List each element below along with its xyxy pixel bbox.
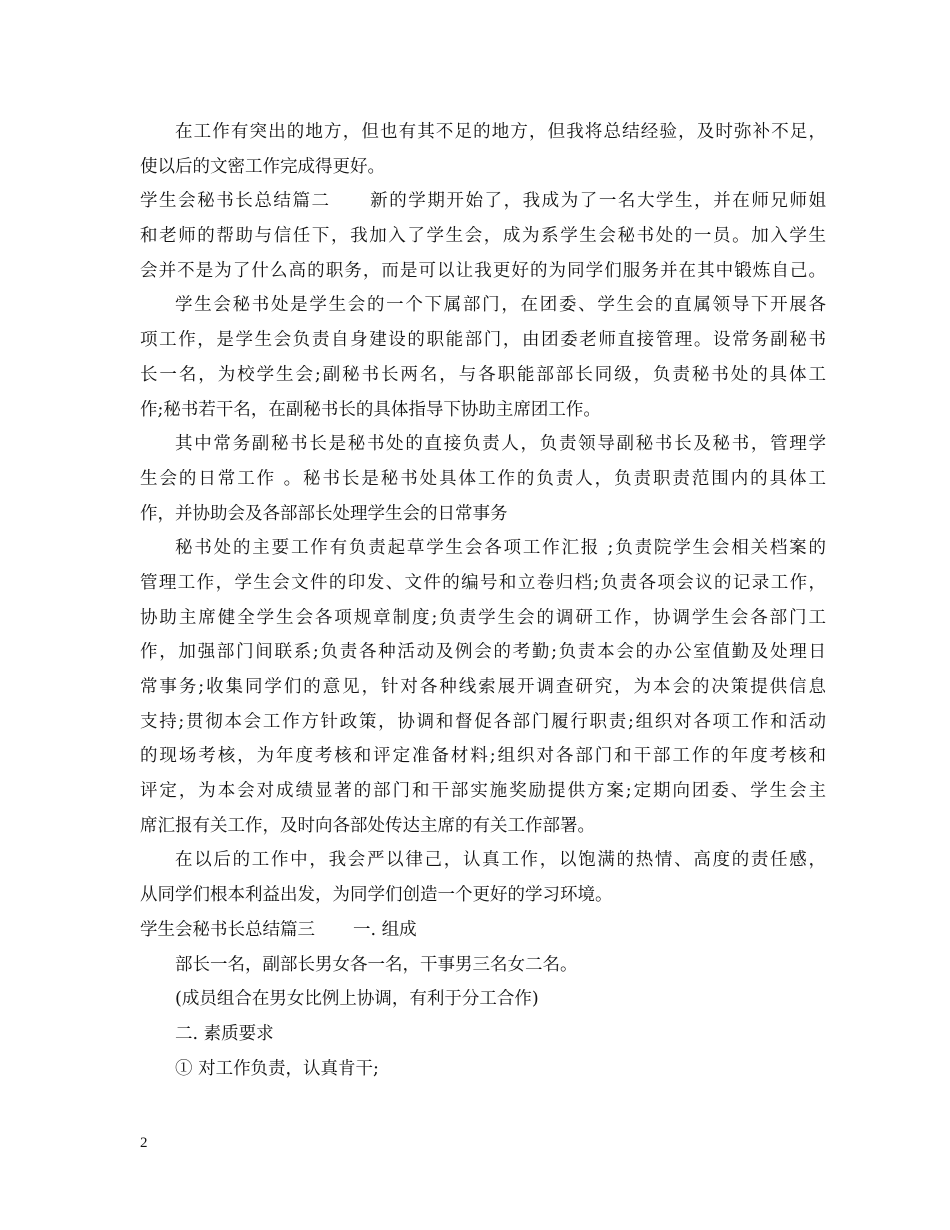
- text-line: 从同学们根本利益出发，为同学们创造一个更好的学习环境。: [140, 885, 613, 906]
- text-line: 在以后的工作中，我会严以律己，认真工作，以饱满的热情、高度的责任感，: [175, 850, 826, 871]
- text-line: 评定，为本会对成绩显著的部门和干部实施奖励提供方案;定期向团委、学生会主: [140, 781, 826, 802]
- text-line: 管理工作，学生会文件的印发、文件的编号和立卷归档;负责各项会议的记录工作，: [140, 572, 826, 593]
- text-line: 使以后的文密工作完成得更好。: [140, 156, 385, 177]
- text-line: 的现场考核，为年度考核和评定准备材料;组织对各部门和干部工作的年度考核和: [140, 746, 826, 767]
- text-line: 作，加强部门间联系;负责各种活动及例会的考勤;负责本会的办公室值勤及处理日: [140, 642, 826, 663]
- section-text: 新的学期开始了，我成为了一名大学生，并在师兄师姐: [368, 191, 826, 212]
- text-line: 协助主席健全学生会各项规章制度;负责学生会的调研工作，协调学生会各部门工: [140, 607, 826, 628]
- text-line: (成员组合在男女比例上协调，有利于分工合作): [175, 989, 539, 1010]
- text-line: 作;秘书若干名，在副秘书长的具体指导下协助主席团工作。: [140, 399, 601, 420]
- text-line: 席汇报有关工作，及时向各部处传达主席的有关工作部署。: [140, 815, 595, 836]
- text-line: 会并不是为了什么高的职务，而是可以让我更好的为同学们服务并在其中锻炼自己。: [140, 260, 826, 281]
- text-line: 学生会秘书处是学生会的一个下属部门，在团委、学生会的直属领导下开展各: [175, 295, 826, 316]
- section-line: [140, 184, 826, 219]
- section-heading: 学生会秘书长总结篇二: [140, 191, 331, 212]
- text-line: ① 对工作负责，认真肯干;: [175, 1058, 379, 1079]
- text-line: 常事务;收集同学们的意见，针对各种线索展开调查研究，为本会的决策提供信息: [140, 677, 826, 697]
- text-line: 支持;贯彻本会工作方针政策，协调和督促各部门履行职责;组织对各项工作和活动: [140, 711, 826, 732]
- text-line: 生会的日常工作 。秘书长是秘书处具体工作的负责人，负责职责范围内的具体工: [140, 468, 826, 489]
- text-line: 和老师的帮助与信任下，我加入了学生会，成为系学生会秘书处的一员。加入学生: [140, 226, 826, 247]
- text-line: 部长一名，副部长男女各一名，干事男三名女二名。: [175, 954, 578, 975]
- text-line: 二. 素质要求: [175, 1023, 274, 1044]
- text-line: 秘书处的主要工作有负责起草学生会各项工作汇报 ;负责院学生会相关档案的: [175, 538, 826, 559]
- page-number: 2: [140, 1135, 148, 1151]
- text-line: 长一名，为校学生会;副秘书长两名，与各职能部部长同级，负责秘书处的具体工: [140, 364, 826, 385]
- text-line: 项工作，是学生会负责自身建设的职能部门，由团委老师直接管理。设常务副秘书: [140, 330, 826, 351]
- section-line: [140, 913, 826, 948]
- section-text: 一. 组成: [353, 919, 417, 940]
- text-line: 其中常务副秘书长是秘书处的直接负责人，负责领导副秘书长及秘书，管理学: [175, 434, 826, 455]
- text-line: 作，并协助会及各部部长处理学生会的日常事务: [140, 503, 508, 524]
- text-line: 在工作有突出的地方，但也有其不足的地方，但我将总结经验，及时弥补不足，: [175, 122, 826, 142]
- section-heading: 学生会秘书长总结篇三: [140, 919, 315, 940]
- document-body: [140, 115, 826, 1086]
